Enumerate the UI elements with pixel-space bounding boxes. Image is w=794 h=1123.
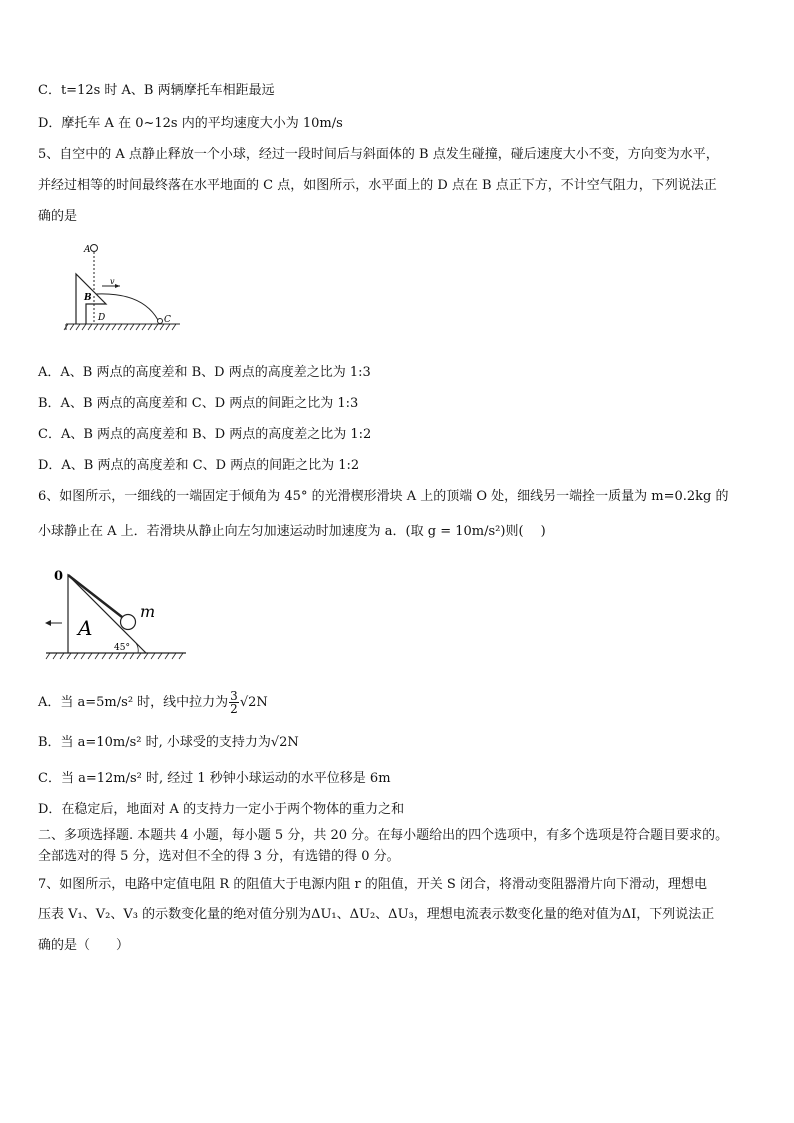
q6-option-b-radical: √2N [270,735,299,750]
q7-stem-line-1: 7、如图所示，电路中定值电阻 R 的阻值大于电源内阻 r 的阻值，开关 S 闭合，将滑动变阻器滑片向下滑动，理想电 [38,877,707,892]
q7-stem-line-2: 压表 V₁、V₂、V₃ 的示数变化量的绝对值分别为ΔU₁、ΔU₂、ΔU₃，理想电流表示数变化量的绝对值为ΔI，下列说法正 [38,907,715,922]
q6-option-a-fraction [229,690,239,715]
q5-figure [62,238,182,338]
q6-label-o: 0 [54,569,64,584]
q5-stem-line-2: 并经过相等的时间最终落在水平地面的 C 点，如图所示，水平面上的 D 点在 B 点正下方，不计空气阻力，下列说法正 [38,178,717,193]
q5-label-c: C [164,315,171,325]
q6-option-d: D．在稳定后，地面对 A 的支持力一定小于两个物体的重力之和 [38,802,405,817]
q5-label-d: D [98,313,106,323]
q6-label-a: A [78,616,93,640]
fraction-denominator: 2 [230,702,238,716]
q6-option-b-text: B．当 a=10m/s² 时, 小球受的支持力为 [38,735,271,750]
q5-option-d: D．A、B 两点的高度差和 C、D 两点的间距之比为 1:2 [38,458,360,473]
q6-option-a-radical: √2N [239,695,268,710]
q6-stem-line-1: 6、如图所示，一细线的一端固定于倾角为 45° 的光滑楔形滑块 A 上的顶端 O 处，细线另一端拴一质量为 m=0.2kg 的 [38,489,729,504]
section-2-instructions-line-1: 二、多项选择题. 本题共 4 小题，每小题 5 分，共 20 分。在每小题给出的四个选项中，有多个选项是符合题目要求的。 [38,828,729,843]
q6-figure [40,565,190,665]
q6-stem-line-2 [38,523,758,541]
q5-option-b: B．A、B 两点的高度差和 C、D 两点的间距之比为 1:3 [38,396,359,411]
q5-label-a: A [84,245,91,255]
q6-option-a-text: A．当 a=5m/s² 时，线中拉力为 [38,695,229,710]
q7-stem-line-3: 确的是（ ） [38,938,130,953]
q6-label-angle: 45° [114,643,130,653]
q6-stem-text: 小球静止在 A 上．若滑块从静止向左匀加速运动时加速度为 a．(取 [38,524,428,539]
q6-option-a [38,690,758,715]
q5-option-a: A．A、B 两点的高度差和 B、D 两点的高度差之比为 1:3 [38,365,371,380]
q6-label-m: m [140,602,156,621]
q6-stem-tail: )则( ) [500,524,546,539]
q4-option-d: D．摩托车 A 在 0~12s 内的平均速度大小为 10m/s [38,116,343,131]
q5-stem-line-1: 5、自空中的 A 点静止释放一个小球，经过一段时间后与斜面体的 B 点发生碰撞，碰后速度大小不变，方向变为水平， [38,147,719,162]
q6-option-c: C．当 a=12m/s² 时, 经过 1 秒钟小球运动的水平位移是 6m [38,771,391,786]
q5-option-c: C．A、B 两点的高度差和 B、D 两点的高度差之比为 1:2 [38,427,372,442]
q5-stem-line-3: 确的是 [38,209,78,224]
section-2-instructions-line-2: 全部选对的得 5 分，选对但不全的得 3 分，有选错的得 0 分。 [38,849,400,864]
fraction-numerator: 3 [230,689,238,703]
q5-label-b: B [84,293,92,303]
q6-g-formula: g = 10m/s² [427,524,501,539]
q4-option-c: C．t=12s 时 A、B 两辆摩托车相距最远 [38,83,275,98]
q6-option-b [38,734,758,752]
q5-label-v: v [110,277,115,286]
